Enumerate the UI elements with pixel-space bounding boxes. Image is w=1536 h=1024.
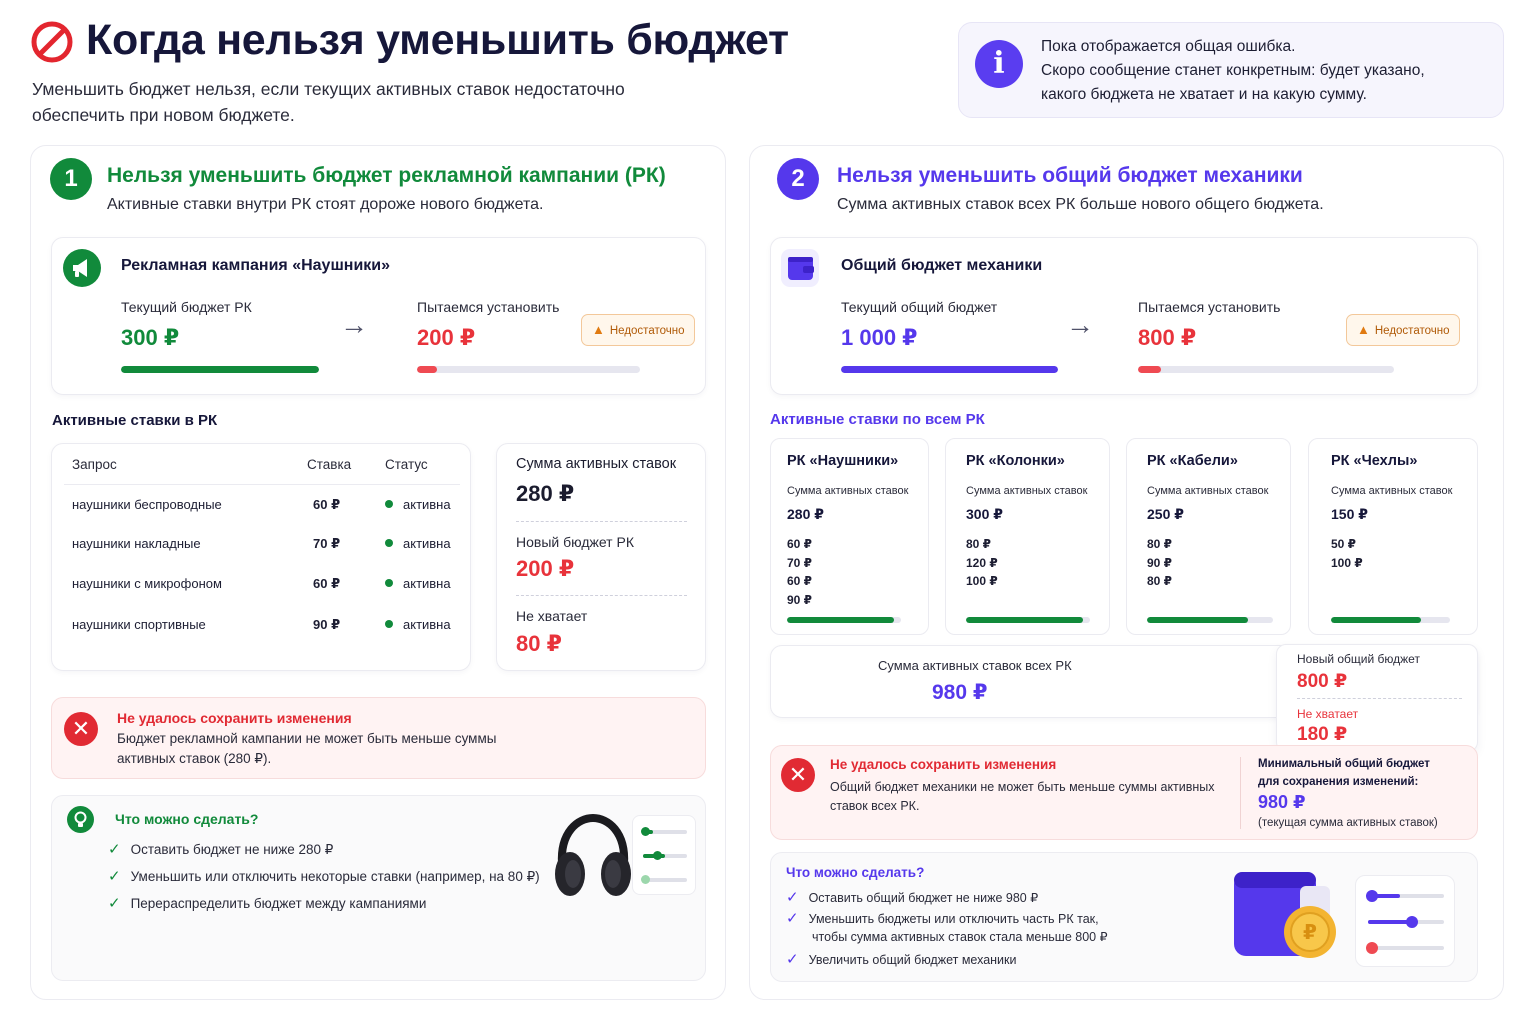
check-icon: ✓ bbox=[108, 895, 121, 912]
campaign-bar-fill bbox=[787, 617, 894, 623]
campaign-sum: 280 ₽ bbox=[787, 506, 824, 522]
wallet-icon bbox=[781, 249, 819, 287]
table-row-query: наушники с микрофоном bbox=[72, 576, 222, 591]
table-row-status: активна bbox=[385, 536, 451, 551]
campaign-name: РК «Наушники» bbox=[787, 453, 899, 469]
campaign-name: РК «Чехлы» bbox=[1331, 453, 1418, 469]
active-bids-title: Активные ставки в РК bbox=[52, 412, 218, 429]
target-budget-bar bbox=[417, 366, 640, 373]
error-icon: ✕ bbox=[781, 758, 815, 792]
insufficient-badge: ▲ Недостаточно bbox=[1346, 314, 1460, 346]
campaign-bids: 50 ₽ 100 ₽ bbox=[1331, 537, 1363, 570]
target-total-value: 800 ₽ bbox=[1138, 325, 1197, 350]
headphones-icon bbox=[550, 812, 636, 904]
new-budget-label: Новый бюджет РК bbox=[516, 534, 634, 550]
megaphone-icon bbox=[63, 249, 101, 287]
check-icon: ✓ bbox=[108, 868, 121, 885]
current-total-value: 1 000 ₽ bbox=[841, 325, 918, 350]
campaign-name: РК «Кабели» bbox=[1147, 453, 1238, 469]
campaign-bids: 60 ₽ 70 ₽ 60 ₽ 90 ₽ bbox=[787, 537, 813, 607]
campaign-bar bbox=[1331, 617, 1450, 623]
lightbulb-icon bbox=[67, 806, 94, 833]
svg-text:₽: ₽ bbox=[1303, 920, 1317, 944]
check-icon: ✓ bbox=[786, 951, 799, 968]
target-total-bar bbox=[1138, 366, 1394, 373]
col-header-bid: Ставка bbox=[307, 457, 352, 472]
bids-table bbox=[51, 443, 471, 671]
check-icon: ✓ bbox=[108, 841, 121, 858]
campaign-bar bbox=[966, 617, 1090, 623]
error-text-line1: Бюджет рекламной кампании не может быть меньше суммы bbox=[117, 731, 497, 746]
campaign-sum-label: Сумма активных ставок bbox=[1331, 485, 1453, 497]
page-subtitle: Уменьшить бюджет нельзя, если текущих активных ставок недостаточно обеспечить при новом бюджете. bbox=[32, 79, 625, 125]
target-total-label: Пытаемся установить bbox=[1138, 299, 1281, 315]
error-title: Не удалось сохранить изменения bbox=[830, 757, 1057, 772]
mechanic-card-title: Общий бюджет механики bbox=[841, 257, 1043, 274]
campaign-card bbox=[1308, 438, 1478, 635]
info-icon: i bbox=[975, 40, 1023, 88]
shortfall-value: 80 ₽ bbox=[516, 631, 562, 656]
sum-value: 280 ₽ bbox=[516, 481, 575, 506]
error-icon: ✕ bbox=[64, 712, 98, 746]
new-total-label: Новый общий бюджет bbox=[1297, 652, 1420, 666]
campaign-card bbox=[945, 438, 1110, 635]
campaign-sum: 250 ₽ bbox=[1147, 506, 1184, 522]
error-title: Не удалось сохранить изменения bbox=[117, 710, 352, 726]
check-icon: ✓ bbox=[786, 889, 799, 906]
table-row-bid: 60 ₽ bbox=[313, 497, 341, 512]
campaign-bids: 80 ₽ 120 ₽ 100 ₽ bbox=[966, 537, 998, 588]
left-description: Активные ставки внутри РК стоят дороже нового бюджета. bbox=[107, 196, 544, 213]
campaign-name: РК «Колонки» bbox=[966, 453, 1065, 469]
sum-label: Сумма активных ставок bbox=[516, 456, 677, 472]
page-title: Когда нельзя уменьшить бюджет bbox=[86, 16, 789, 64]
table-row-query: наушники беспроводные bbox=[72, 497, 222, 512]
target-budget-value: 200 ₽ bbox=[417, 325, 476, 350]
target-total-bar-fill bbox=[1138, 366, 1161, 373]
current-budget-bar-fill bbox=[121, 366, 319, 373]
table-row-status: активна bbox=[385, 497, 451, 512]
check-icon: ✓ bbox=[786, 910, 799, 927]
tips-title: Что можно сделать? bbox=[115, 811, 259, 827]
step-number-1: 1 bbox=[50, 158, 92, 200]
table-row-bid: 90 ₽ bbox=[313, 617, 341, 632]
current-budget-label: Текущий бюджет РК bbox=[121, 299, 252, 315]
warning-icon: ▲ bbox=[1357, 322, 1370, 337]
tip-item: ✓ Перераспределить бюджет между кампаниями bbox=[108, 895, 427, 912]
arrow-right-icon: → bbox=[340, 309, 368, 340]
insufficient-badge: ▲ Недостаточно bbox=[581, 314, 695, 346]
col-header-query: Запрос bbox=[72, 457, 117, 472]
table-row-query: наушники спортивные bbox=[72, 617, 206, 632]
tip-item-continuation: чтобы сумма активных ставок стала меньше 800 ₽ bbox=[812, 930, 1108, 944]
current-total-bar-fill bbox=[841, 366, 1058, 373]
current-total-label: Текущий общий бюджет bbox=[841, 299, 998, 315]
min-budget-value: 980 ₽ bbox=[1258, 792, 1306, 812]
info-notice bbox=[958, 22, 1504, 118]
campaign-bar bbox=[1147, 617, 1273, 623]
total-shortfall-label: Не хватает bbox=[1297, 707, 1359, 721]
current-budget-value: 300 ₽ bbox=[121, 325, 180, 350]
slider-icon bbox=[1355, 875, 1455, 967]
wallet-coin-icon bbox=[1230, 866, 1355, 966]
notice-text: Пока отображается общая ошибка. Скоро сообщение станет конкретным: будет указано, какого бюджета не хватает и на какую сумму. bbox=[1041, 38, 1425, 103]
left-heading: Нельзя уменьшить бюджет рекламной кампании (РК) bbox=[107, 164, 666, 187]
right-description: Сумма активных ставок всех РК больше нового общего бюджета. bbox=[837, 196, 1324, 213]
campaign-sum-label: Сумма активных ставок bbox=[1147, 485, 1269, 497]
tip-item: ✓ Уменьшить бюджеты или отключить часть РК так, bbox=[786, 910, 1099, 927]
error-text-line2: ставок всех РК. bbox=[830, 799, 920, 813]
tip-item: ✓ Оставить бюджет не ниже 280 ₽ bbox=[108, 841, 334, 858]
error-text-line1: Общий бюджет механики не может быть меньше суммы активных bbox=[830, 780, 1215, 794]
col-header-status: Статус bbox=[385, 457, 428, 472]
min-budget-title-2: для сохранения изменений: bbox=[1258, 776, 1419, 788]
total-bids-label: Сумма активных ставок всех РК bbox=[878, 658, 1072, 673]
shortfall-label: Не хватает bbox=[516, 608, 588, 624]
campaign-bids: 80 ₽ 90 ₽ 80 ₽ bbox=[1147, 537, 1173, 588]
right-heading: Нельзя уменьшить общий бюджет механики bbox=[837, 164, 1303, 187]
table-row-bid: 70 ₽ bbox=[313, 536, 341, 551]
target-budget-label: Пытаемся установить bbox=[417, 299, 560, 315]
warning-icon: ▲ bbox=[592, 322, 605, 337]
campaign-bar bbox=[787, 617, 901, 623]
campaign-bar-fill bbox=[1147, 617, 1248, 623]
table-row-bid: 60 ₽ bbox=[313, 576, 341, 591]
step-number-2: 2 bbox=[777, 158, 819, 200]
forbidden-icon bbox=[30, 20, 74, 64]
campaign-sum: 300 ₽ bbox=[966, 506, 1003, 522]
campaign-sum: 150 ₽ bbox=[1331, 506, 1368, 522]
tips-title: Что можно сделать? bbox=[786, 865, 925, 880]
arrow-right-icon: → bbox=[1066, 309, 1094, 340]
campaign-card bbox=[1126, 438, 1291, 635]
tip-item: ✓ Оставить общий бюджет не ниже 980 ₽ bbox=[786, 889, 1039, 906]
error-text-line2: активных ставок (280 ₽). bbox=[117, 751, 272, 766]
total-shortfall-value: 180 ₽ bbox=[1297, 724, 1348, 745]
campaign-card-title: Рекламная кампания «Наушники» bbox=[121, 257, 391, 274]
tip-item: ✓ Увеличить общий бюджет механики bbox=[786, 951, 1017, 968]
slider-icon bbox=[632, 815, 696, 895]
current-total-bar bbox=[841, 366, 1058, 373]
min-budget-note: (текущая сумма активных ставок) bbox=[1258, 817, 1438, 829]
all-bids-title: Активные ставки по всем РК bbox=[770, 411, 985, 428]
current-budget-bar bbox=[121, 366, 319, 373]
min-budget-title-1: Минимальный общий бюджет bbox=[1258, 758, 1430, 770]
tip-item: ✓ Уменьшить или отключить некоторые ставки (например, на 80 ₽) bbox=[108, 868, 540, 885]
campaign-card bbox=[770, 438, 929, 635]
table-row-query: наушники накладные bbox=[72, 536, 201, 551]
campaign-bar-fill bbox=[966, 617, 1083, 623]
table-row-status: активна bbox=[385, 617, 451, 632]
target-budget-bar-fill bbox=[417, 366, 437, 373]
table-row-status: активна bbox=[385, 576, 451, 591]
total-bids-value: 980 ₽ bbox=[932, 681, 988, 704]
campaign-sum-label: Сумма активных ставок bbox=[787, 485, 909, 497]
new-total-value: 800 ₽ bbox=[1297, 671, 1348, 692]
new-budget-value: 200 ₽ bbox=[516, 556, 575, 581]
campaign-bar-fill bbox=[1331, 617, 1421, 623]
campaign-sum-label: Сумма активных ставок bbox=[966, 485, 1088, 497]
